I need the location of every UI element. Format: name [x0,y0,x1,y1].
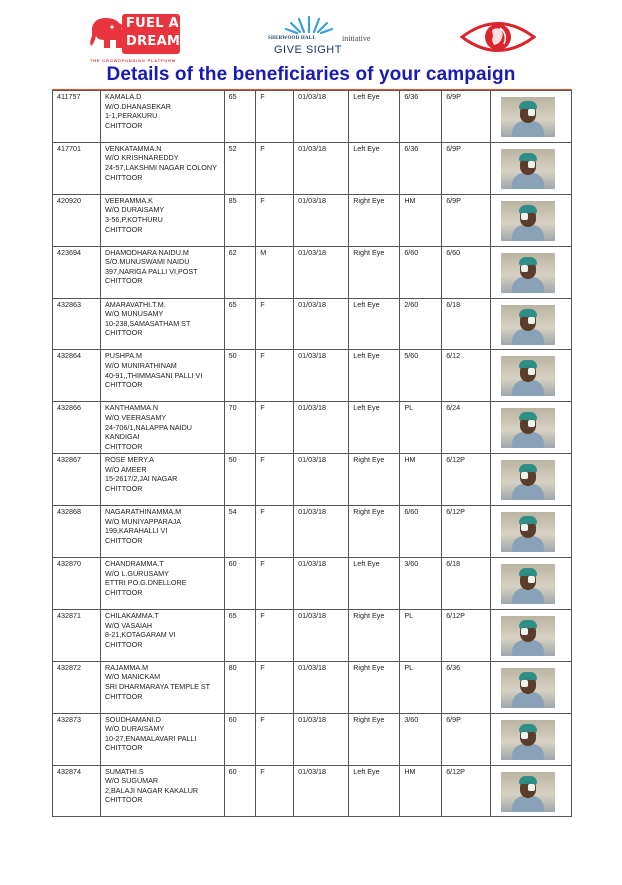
beneficiary-address: 8-21,KOTAGARAM VI [105,630,176,640]
beneficiary-name: VEERAMMA.K [105,195,153,205]
beneficiary-details-cell [101,454,225,506]
table-row [53,350,572,402]
beneficiary-photo [501,512,555,552]
beneficiary-relation: W/O DURAISAMY [105,205,165,215]
pre-op-vision-cell: 6/60 [400,246,442,298]
pre-op-vision-cell: 6/36 [400,91,442,143]
beneficiary-relation: W/O VEERASAMY [105,412,167,422]
beneficiary-relation: W/O MUNIRATHINAM [105,361,177,371]
beneficiary-address: ETTRI PO.G.DNELLORE [105,578,187,588]
beneficiary-name: ROSE MERY.A [105,455,154,465]
beneficiary-name: NAGARATHINAMMA.M [105,507,182,517]
beneficiary-photo-cell [491,91,572,143]
surgery-date-cell: 01/03/18 [294,558,349,610]
operated-eye-cell: Right Eye [349,609,400,661]
age-cell: 50 [224,350,256,402]
operated-eye-cell: Left Eye [349,298,400,350]
beneficiary-details-cell [101,246,225,298]
beneficiary-photo [501,408,555,448]
sex-cell: F [256,454,294,506]
operated-eye-cell: Right Eye [349,454,400,506]
operated-eye-cell: Left Eye [349,142,400,194]
eye-logo-icon [460,16,536,58]
post-op-vision-cell: 6/18 [442,558,491,610]
surgery-date-cell: 01/03/18 [294,246,349,298]
mrd-number-cell: 423694 [53,246,101,298]
age-cell: 60 [224,713,256,765]
operated-eye-cell: Right Eye [349,194,400,246]
sex-cell: F [256,402,294,454]
beneficiary-city: CHITTOOR [105,795,143,805]
mrd-number-cell: 432870 [53,558,101,610]
age-cell: 60 [224,558,256,610]
surgery-date-cell: 01/03/18 [294,454,349,506]
surgery-date-cell: 01/03/18 [294,402,349,454]
beneficiary-city: CHITTOOR [105,120,143,130]
beneficiary-relation: W/O MANICKAM [105,672,161,682]
beneficiary-name: CHILAKAMMA.T [105,610,159,620]
beneficiary-name: SOUDHAMANI.D [105,714,161,724]
mrd-number-cell: 432873 [53,713,101,765]
beneficiary-photo [501,97,555,137]
eye-patch-icon [528,420,535,427]
sex-cell: F [256,558,294,610]
age-cell: 65 [224,298,256,350]
beneficiary-details-cell [101,661,225,713]
beneficiary-name: DHAMODHARA NAIDU.M [105,247,189,257]
beneficiary-details-cell [101,142,225,194]
mrd-number-cell: 432866 [53,402,101,454]
post-op-vision-cell: 6/9P [442,142,491,194]
table-row [53,194,572,246]
beneficiary-details-cell [101,350,225,402]
beneficiary-photo [501,720,555,760]
give-sight-initiative: initiative [342,34,371,43]
eye-patch-icon [528,784,535,791]
mrd-number-cell: 432867 [53,454,101,506]
table-row [53,558,572,610]
beneficiary-city: CHITTOOR [105,639,143,649]
age-cell: 52 [224,142,256,194]
beneficiary-relation: W/O AMEER [105,464,147,474]
beneficiary-address: 15-2617/2,JAI NAGAR [105,474,178,484]
age-cell: 54 [224,506,256,558]
eye-patch-icon [528,161,535,168]
beneficiary-photo [501,668,555,708]
post-op-vision-cell: 6/60 [442,246,491,298]
beneficiary-address: KANDIGAI [105,432,140,442]
beneficiary-photo-cell [491,142,572,194]
beneficiary-city: CHITTOOR [105,328,143,338]
sunrise-icon [284,14,334,34]
beneficiary-address: 10-238,SAMASATHAM ST [105,318,191,328]
surgery-date-cell: 01/03/18 [294,350,349,402]
pre-op-vision-cell: PL [400,402,442,454]
beneficiary-relation: W/O SUGUMAR [105,776,159,786]
beneficiary-photo [501,305,555,345]
table-row [53,298,572,350]
beneficiary-photo-cell [491,506,572,558]
pre-op-vision-cell: 3/60 [400,713,442,765]
pre-op-vision-cell: 6/60 [400,506,442,558]
table-row [53,713,572,765]
beneficiary-relation: W/O VASAIAH [105,620,153,630]
age-cell: 60 [224,765,256,817]
sex-cell: F [256,506,294,558]
beneficiary-details-cell [101,91,225,143]
beneficiary-address: 397,NARIGA PALLI VI,POST [105,266,198,276]
sex-cell: F [256,194,294,246]
fuel-a-dream-line2: DREAM [126,34,181,49]
beneficiary-photo [501,772,555,812]
age-cell: 80 [224,661,256,713]
beneficiary-photo-cell [491,246,572,298]
post-op-vision-cell: 6/24 [442,402,491,454]
sex-cell: F [256,350,294,402]
mrd-number-cell: 420920 [53,194,101,246]
page-title: Details of the beneficiaries of your campaign [106,64,516,85]
beneficiary-address: 24-706/1,NALAPPA NAIDU [105,422,192,432]
age-cell: 62 [224,246,256,298]
beneficiary-address: SRI DHARMARAYA TEMPLE ST [105,681,211,691]
beneficiary-name: AMARAVATHI.T.M. [105,299,166,309]
post-op-vision-cell: 6/18 [442,298,491,350]
table-row [53,402,572,454]
sex-cell: F [256,661,294,713]
beneficiary-details-cell [101,298,225,350]
beneficiary-city: CHITTOOR [105,276,143,286]
beneficiary-name: CHANDRAMMA.T [105,559,164,569]
eye-patch-icon [521,524,528,531]
mrd-number-cell: 432863 [53,298,101,350]
mrd-number-cell: 432868 [53,506,101,558]
pre-op-vision-cell: HM [400,765,442,817]
eye-patch-icon [521,732,528,739]
operated-eye-cell: Left Eye [349,350,400,402]
surgery-date-cell: 01/03/18 [294,661,349,713]
mrd-number-cell: 417701 [53,142,101,194]
table-row [53,142,572,194]
give-sight-org: SHERWOOD HALL [268,36,316,41]
sex-cell: M [256,246,294,298]
beneficiary-city: CHITTOOR [105,743,143,753]
beneficiary-relation: W/O.DHANASEKAR [105,101,171,111]
age-cell: 65 [224,91,256,143]
beneficiary-city: CHITTOOR [105,587,143,597]
table-row [53,506,572,558]
beneficiary-photo-cell [491,298,572,350]
beneficiary-address: 24-57,LAKSHMI NAGAR COLONY [105,163,217,173]
mrd-number-cell: 432872 [53,661,101,713]
beneficiary-photo [501,564,555,604]
beneficiary-details-cell [101,402,225,454]
surgery-date-cell: 01/03/18 [294,713,349,765]
eye-patch-icon [521,680,528,687]
beneficiary-city: CHITTOOR [105,484,143,494]
beneficiary-details-cell [101,194,225,246]
beneficiary-photo-cell [491,765,572,817]
table-row [53,765,572,817]
pre-op-vision-cell: HM [400,454,442,506]
beneficiary-relation: W/O DURAISAMY [105,724,165,734]
elephant-icon [88,14,126,54]
beneficiary-details-cell [101,506,225,558]
surgery-date-cell: 01/03/18 [294,91,349,143]
mrd-number-cell: 432874 [53,765,101,817]
pre-op-vision-cell: PL [400,609,442,661]
surgery-date-cell: 01/03/18 [294,609,349,661]
pre-op-vision-cell: PL [400,661,442,713]
table-row [53,454,572,506]
surgery-date-cell: 01/03/18 [294,142,349,194]
beneficiary-photo [501,253,555,293]
beneficiary-details-cell [101,713,225,765]
post-op-vision-cell: 6/9P [442,194,491,246]
beneficiary-photo [501,356,555,396]
sex-cell: F [256,142,294,194]
eye-patch-icon [528,368,535,375]
operated-eye-cell: Right Eye [349,661,400,713]
beneficiary-name: KAMALA.D [105,92,142,101]
post-op-vision-cell: 6/12P [442,506,491,558]
post-op-vision-cell: 6/12P [442,609,491,661]
beneficiary-photo-cell [491,194,572,246]
beneficiary-photo-cell [491,713,572,765]
operated-eye-cell: Left Eye [349,402,400,454]
beneficiary-photo [501,616,555,656]
post-op-vision-cell: 6/12 [442,350,491,402]
beneficiary-city: CHITTOOR [105,441,143,451]
beneficiary-photo-cell [491,454,572,506]
beneficiary-city: CHITTOOR [105,691,143,701]
beneficiary-details-cell [101,558,225,610]
surgery-date-cell: 01/03/18 [294,298,349,350]
beneficiary-photo [501,149,555,189]
operated-eye-cell: Left Eye [349,558,400,610]
table-row [53,661,572,713]
operated-eye-cell: Left Eye [349,91,400,143]
beneficiary-address: 1-1,PERAKURU [105,111,158,121]
give-sight-name: GIVE SIGHT [274,44,342,56]
beneficiary-photo-cell [491,402,572,454]
beneficiary-city: CHITTOOR [105,224,143,234]
beneficiary-relation: W/O KRISHNAREDDY [105,153,179,163]
operated-eye-cell: Left Eye [349,765,400,817]
table-row [53,246,572,298]
beneficiary-photo-cell [491,609,572,661]
beneficiary-photo [501,460,555,500]
beneficiary-relation: W/O MUNUSAMY [105,309,164,319]
mrd-number-cell: 411757 [53,91,101,143]
eye-patch-icon [521,213,528,220]
beneficiary-name: VENKATAMMA.N [105,143,162,153]
beneficiary-city: CHITTOOR [105,535,143,545]
beneficiary-relation: W/O MUNIYAPPARAJA [105,516,182,526]
age-cell: 70 [224,402,256,454]
page-header [0,0,622,90]
operated-eye-cell: Right Eye [349,713,400,765]
sex-cell: F [256,609,294,661]
fuel-a-dream-tagline: THE CROWDFUNDING PLATFORM [90,58,176,63]
fuel-a-dream-wordmark [122,14,180,54]
surgery-date-cell: 01/03/18 [294,506,349,558]
beneficiaries-table [52,90,572,817]
beneficiary-name: SUMATHI.S [105,766,144,776]
beneficiary-address: 199,KARAHALLI VI [105,526,168,536]
give-sight-logo [268,14,388,60]
beneficiary-photo-cell [491,558,572,610]
table-row [53,91,572,143]
age-cell: 50 [224,454,256,506]
eye-patch-icon [521,628,528,635]
post-op-vision-cell: 6/36 [442,661,491,713]
age-cell: 85 [224,194,256,246]
post-op-vision-cell: 6/9P [442,713,491,765]
pre-op-vision-cell: 6/36 [400,142,442,194]
sex-cell: F [256,765,294,817]
pre-op-vision-cell: 2/60 [400,298,442,350]
beneficiary-city: CHITTOOR [105,380,143,390]
beneficiary-city: CHITTOOR [105,172,143,182]
beneficiary-photo [501,201,555,241]
beneficiary-name: RAJAMMA.M [105,662,149,672]
eye-patch-icon [521,472,528,479]
beneficiary-details-cell [101,609,225,661]
beneficiary-photo-cell [491,661,572,713]
beneficiary-address: 40-91,,THIMMASANI PALLI VI [105,370,203,380]
pre-op-vision-cell: HM [400,194,442,246]
sex-cell: F [256,91,294,143]
beneficiary-photo-cell [491,350,572,402]
post-op-vision-cell: 6/9P [442,91,491,143]
beneficiary-relation: S/O.MUNUSWAMI NAIDU [105,257,190,267]
mrd-number-cell: 432864 [53,350,101,402]
eye-patch-icon [528,317,535,324]
fuel-a-dream-logo [88,12,181,63]
surgery-date-cell: 01/03/18 [294,194,349,246]
sex-cell: F [256,298,294,350]
beneficiary-details-cell [101,765,225,817]
table-row [53,609,572,661]
surgery-date-cell: 01/03/18 [294,765,349,817]
pre-op-vision-cell: 5/60 [400,350,442,402]
beneficiary-address: 10-27,ENAMALAVARI PALLI [105,733,197,743]
operated-eye-cell: Right Eye [349,246,400,298]
age-cell: 65 [224,609,256,661]
beneficiary-name: KANTHAMMA.N [105,403,159,413]
eye-patch-icon [521,265,528,272]
sex-cell: F [256,713,294,765]
operated-eye-cell: Right Eye [349,506,400,558]
mrd-number-cell: 432871 [53,609,101,661]
post-op-vision-cell: 6/12P [442,765,491,817]
beneficiary-address: 3-56,P,KOTHURU [105,214,163,224]
beneficiary-address: 2,BALAJI NAGAR KAKALUR [105,785,199,795]
beneficiary-name: PUSHPA.M [105,351,143,361]
beneficiary-relation: W/O L.GURUSAMY [105,568,169,578]
eye-patch-icon [528,109,535,116]
eye-patch-icon [528,576,535,583]
pre-op-vision-cell: 3/60 [400,558,442,610]
fuel-a-dream-line1: FUEL A [126,16,179,31]
post-op-vision-cell: 6/12P [442,454,491,506]
